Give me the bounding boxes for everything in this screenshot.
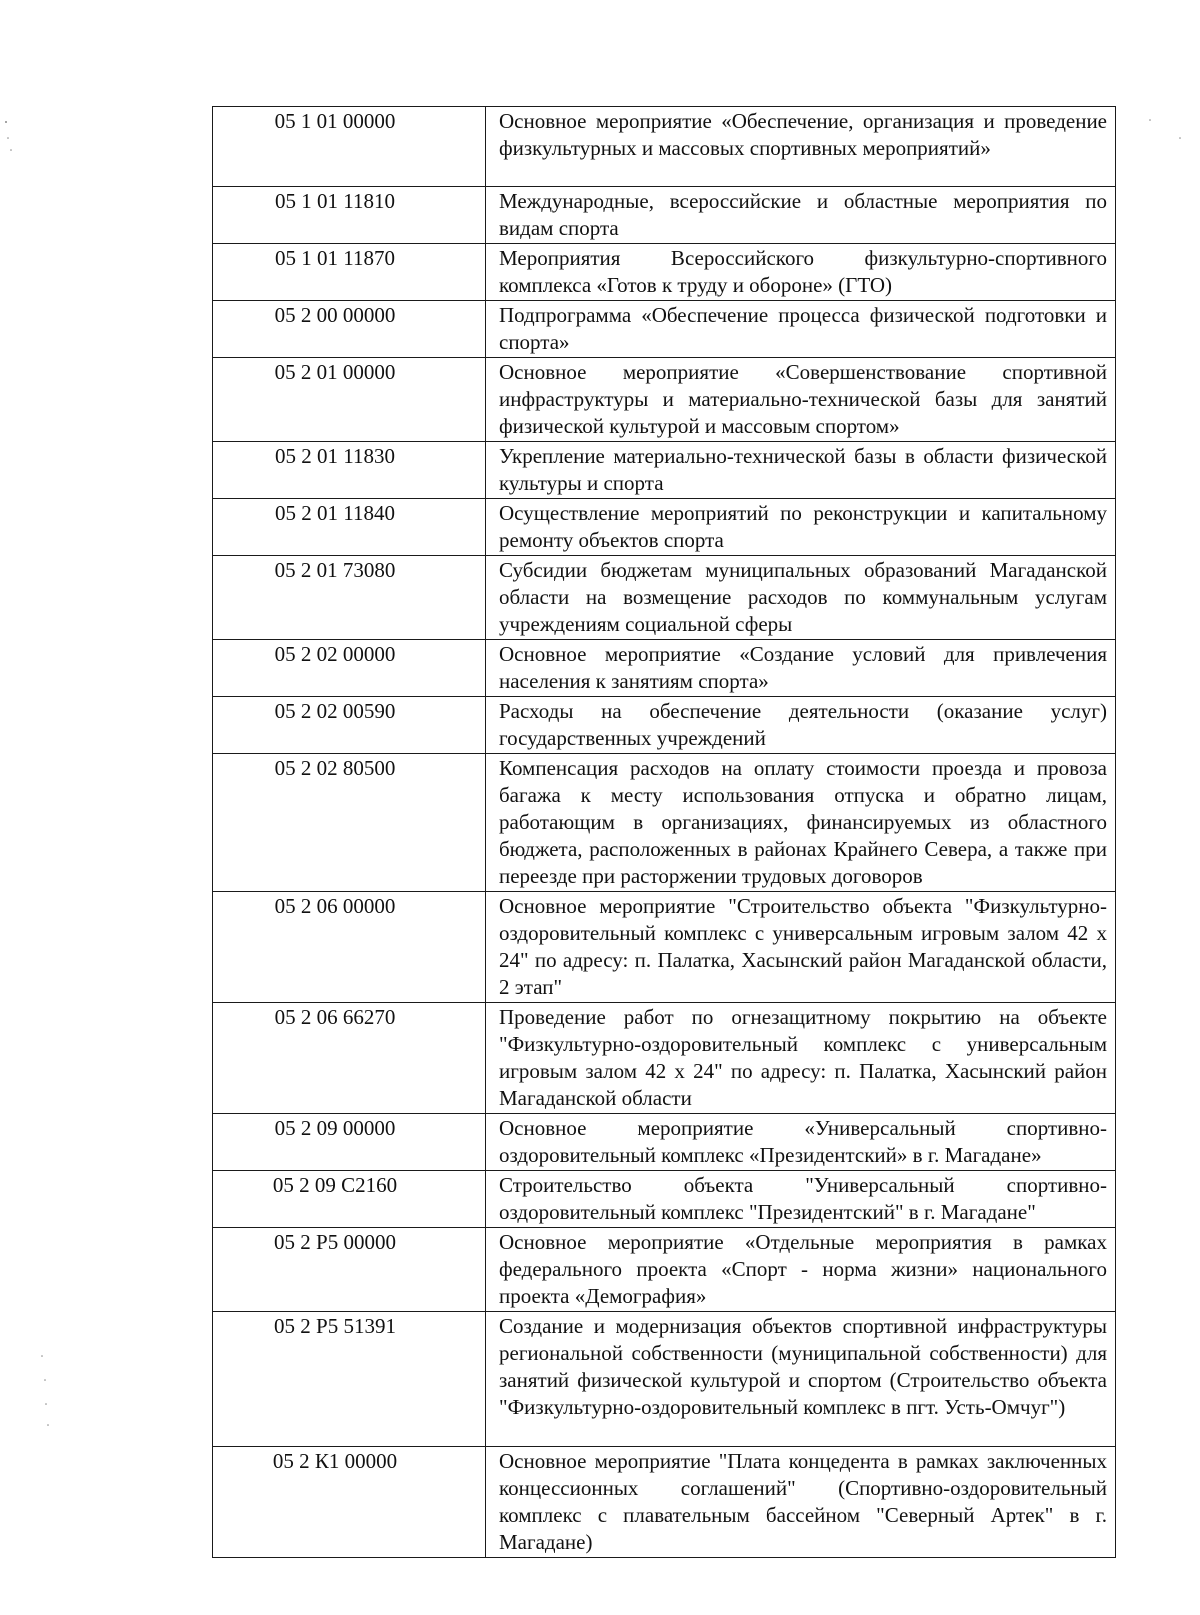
row-code: 05 2 06 66270 [213,1003,486,1114]
row-code: 05 2 02 00000 [213,640,486,697]
table-row [213,640,1116,697]
table-row [213,892,1116,1003]
row-description: Основное мероприятие «Универсальный спортивно-оздоровительный комплекс «Президентский» в г. Магадане» [486,1114,1116,1171]
table-row [213,1003,1116,1114]
table-row [213,556,1116,640]
table-body [213,107,1116,1558]
row-description: Проведение работ по огнезащитному покрытию на объекте "Физкультурно-оздоровительный комплекс с универсальным игровым залом 42 х 24" по адресу: п. Палатка, Хасынский район Магаданской области [486,1003,1116,1114]
row-code: 05 2 06 00000 [213,892,486,1003]
row-description: Субсидии бюджетам муниципальных образований Магаданской области на возмещение расходов по коммунальным услугам учреждениям социальной сферы [486,556,1116,640]
table-row [213,1447,1116,1558]
table-row [213,697,1116,754]
row-code: 05 1 01 00000 [213,107,486,187]
table-row [213,1228,1116,1312]
row-code: 05 1 01 11870 [213,244,486,301]
table-row [213,301,1116,358]
row-code: 05 2 02 00590 [213,697,486,754]
row-code: 05 2 02 80500 [213,754,486,892]
table-row [213,1171,1116,1228]
table-row [213,244,1116,301]
row-description: Основное мероприятие "Строительство объекта "Физкультурно-оздоровительный комплекс с универсальным игровым залом 42 х 24" по адресу: п. Палатка, Хасынский район Магаданской области, 2 этап" [486,892,1116,1003]
budget-code-table [212,106,1116,1558]
row-code: 05 2 Р5 00000 [213,1228,486,1312]
table-row [213,1114,1116,1171]
row-code: 05 2 К1 00000 [213,1447,486,1558]
row-code: 05 2 Р5 51391 [213,1312,486,1447]
row-description: Мероприятия Всероссийского физкультурно-спортивного комплекса «Готов к труду и обороне» (ГТО) [486,244,1116,301]
row-description: Основное мероприятие «Создание условий для привлечения населения к занятиям спорта» [486,640,1116,697]
row-description: Укрепление материально-технической базы в области физической культуры и спорта [486,442,1116,499]
row-description: Основное мероприятие «Совершенствование спортивной инфраструктуры и материально-технической базы для занятий физической культурой и массовым спортом» [486,358,1116,442]
row-description: Подпрограмма «Обеспечение процесса физической подготовки и спорта» [486,301,1116,358]
row-description: Расходы на обеспечение деятельности (оказание услуг) государственных учреждений [486,697,1116,754]
row-description: Основное мероприятие «Обеспечение, организация и проведение физкультурных и массовых спортивных мероприятий» [486,107,1116,187]
table-row [213,1312,1116,1447]
table-row [213,442,1116,499]
row-description: Основное мероприятие «Отдельные мероприятия в рамках федерального проекта «Спорт - норма жизни» национального проекта «Демография» [486,1228,1116,1312]
table-row [213,358,1116,442]
row-description: Строительство объекта "Универсальный спортивно-оздоровительный комплекс "Президентский" в г. Магадане" [486,1171,1116,1228]
row-code: 05 2 01 11830 [213,442,486,499]
table-row [213,107,1116,187]
row-description: Международные, всероссийские и областные мероприятия по видам спорта [486,187,1116,244]
row-code: 05 2 01 73080 [213,556,486,640]
row-code: 05 2 01 11840 [213,499,486,556]
row-description: Осуществление мероприятий по реконструкции и капитальному ремонту объектов спорта [486,499,1116,556]
table-row [213,754,1116,892]
row-code: 05 1 01 11810 [213,187,486,244]
row-code: 05 2 01 00000 [213,358,486,442]
row-description: Создание и модернизация объектов спортивной инфраструктуры региональной собственности (муниципальной собственности) для занятий физической культурой и спортом (Строительство объекта "Физкультурно-оздоровительный комплекс в пгт. Усть-Омчуг") [486,1312,1116,1447]
row-code: 05 2 00 00000 [213,301,486,358]
row-description: Основное мероприятие "Плата концедента в рамках заключенных концессионных соглашений" (Спортивно-оздоровительный комплекс с плавательным бассейном "Северный Артек" в г. Магадане) [486,1447,1116,1558]
row-code: 05 2 09 00000 [213,1114,486,1171]
row-description: Компенсация расходов на оплату стоимости проезда и провоза багажа к месту использования отпуска и обратно лицам, работающим в организациях, финансируемых из областного бюджета, расположенных в районах Крайнего Севера, а также при переезде при расторжении трудовых договоров [486,754,1116,892]
table-row [213,499,1116,556]
table-row [213,187,1116,244]
row-code: 05 2 09 С2160 [213,1171,486,1228]
